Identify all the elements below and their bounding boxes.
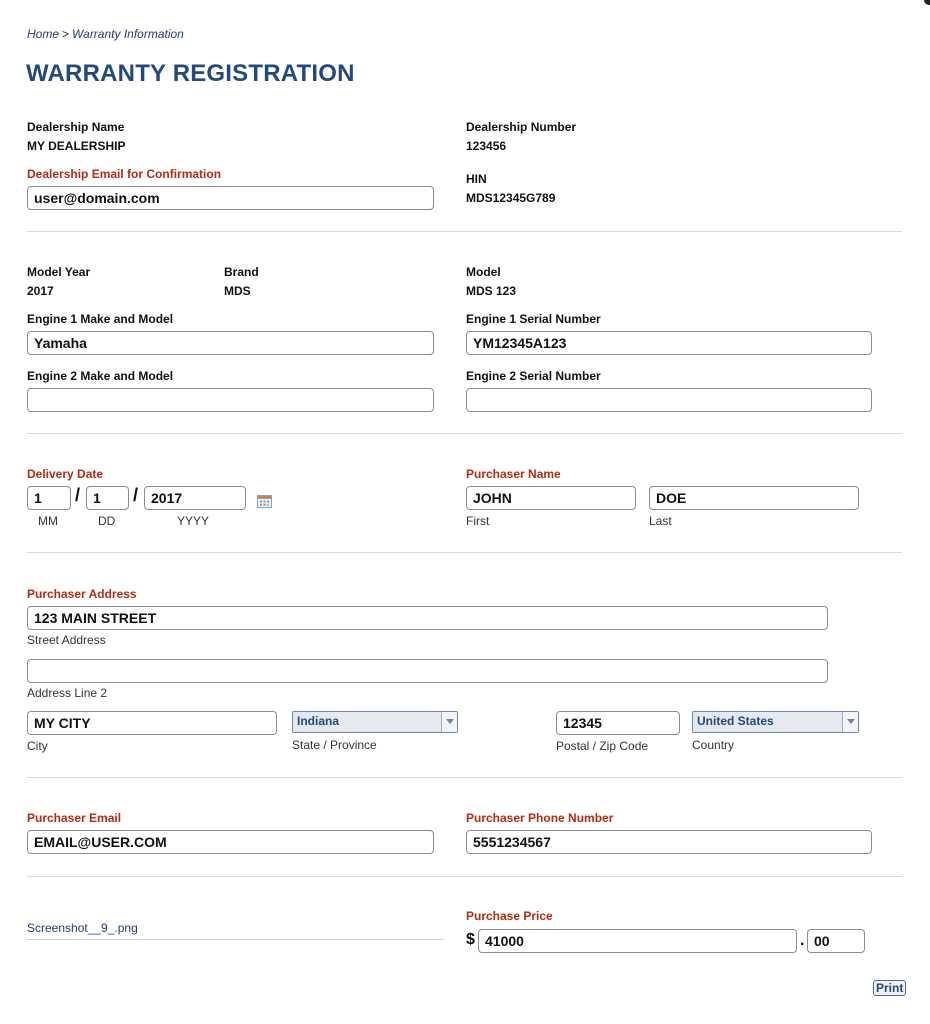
- brand-value: MDS: [224, 284, 251, 298]
- delivery-date-label: Delivery Date: [27, 467, 104, 481]
- date-separator: /: [75, 485, 81, 505]
- purchaser-email-input[interactable]: [27, 830, 434, 854]
- address-line2-caption: Address Line 2: [27, 686, 108, 700]
- dealership-number-label: Dealership Number: [466, 120, 577, 134]
- state-selected-value: Indiana: [297, 714, 340, 728]
- engine1-make-label: Engine 1 Make and Model: [27, 312, 174, 326]
- country-selected-value: United States: [697, 714, 774, 728]
- purchaser-phone-label: Purchaser Phone Number: [466, 811, 614, 825]
- brand-label: Brand: [224, 265, 259, 279]
- window-corner: [924, 0, 930, 5]
- chevron-down-icon[interactable]: [441, 712, 457, 732]
- month-caption: MM: [38, 514, 58, 528]
- model-label: Model: [466, 265, 501, 279]
- engine2-make-input[interactable]: [27, 388, 434, 412]
- address-line2-input[interactable]: [27, 659, 828, 683]
- divider: [27, 552, 902, 553]
- city-caption: City: [27, 739, 48, 753]
- delivery-month-input[interactable]: [27, 486, 71, 510]
- divider: [27, 777, 902, 778]
- engine1-make-input[interactable]: [27, 331, 434, 355]
- model-year-value: 2017: [27, 284, 54, 298]
- country-caption: Country: [692, 738, 735, 752]
- model-value: MDS 123: [466, 284, 517, 298]
- breadcrumb: [27, 27, 184, 41]
- state-caption: State / Province: [292, 738, 377, 752]
- street-address-input[interactable]: [27, 606, 828, 630]
- attachment-link[interactable]: Screenshot__9_.png: [27, 921, 138, 935]
- engine2-make-label: Engine 2 Make and Model: [27, 369, 174, 383]
- breadcrumb-separator: >: [62, 27, 70, 41]
- last-name-caption: Last: [649, 514, 672, 528]
- divider: [27, 231, 902, 232]
- engine2-serial-label: Engine 2 Serial Number: [466, 369, 601, 383]
- print-button[interactable]: Print: [873, 980, 906, 996]
- currency-symbol: $: [466, 931, 475, 948]
- breadcrumb-current-link[interactable]: Warranty Information: [72, 27, 184, 41]
- engine1-serial-input[interactable]: [466, 331, 872, 355]
- dealership-email-label: Dealership Email for Confirmation: [27, 167, 222, 181]
- purchaser-name-label: Purchaser Name: [466, 467, 561, 481]
- purchaser-phone-input[interactable]: [466, 830, 872, 854]
- country-select[interactable]: [692, 711, 859, 733]
- price-dollars-input[interactable]: [478, 929, 797, 953]
- street-address-caption: Street Address: [27, 633, 106, 647]
- model-year-label: Model Year: [27, 265, 91, 279]
- first-name-caption: First: [466, 514, 490, 528]
- purchaser-email-label: Purchaser Email: [27, 811, 122, 825]
- day-caption: DD: [98, 514, 116, 528]
- hin-value: MDS12345G789: [466, 191, 556, 205]
- dealership-name-value: MY DEALERSHIP: [27, 139, 126, 153]
- purchaser-address-label: Purchaser Address: [27, 587, 137, 601]
- state-select[interactable]: [292, 711, 458, 733]
- divider: [27, 876, 902, 877]
- engine1-serial-label: Engine 1 Serial Number: [466, 312, 601, 326]
- zip-input[interactable]: [556, 711, 680, 735]
- dealership-number-value: 123456: [466, 139, 507, 153]
- dealership-email-input[interactable]: [27, 186, 434, 210]
- calendar-icon[interactable]: [257, 494, 272, 508]
- attachment-underline: [27, 939, 444, 940]
- engine2-serial-input[interactable]: [466, 388, 872, 412]
- last-name-input[interactable]: [649, 486, 859, 510]
- decimal-point: .: [800, 932, 805, 949]
- price-cents-input[interactable]: [807, 929, 865, 953]
- city-input[interactable]: [27, 711, 277, 735]
- chevron-down-icon[interactable]: [842, 712, 858, 732]
- page-title: WARRANTY REGISTRATION: [26, 60, 355, 87]
- purchase-price-label: Purchase Price: [466, 909, 553, 923]
- dealership-name-label: Dealership Name: [27, 120, 125, 134]
- first-name-input[interactable]: [466, 486, 636, 510]
- date-separator: /: [133, 485, 139, 505]
- delivery-day-input[interactable]: [86, 486, 129, 510]
- hin-label: HIN: [466, 172, 487, 186]
- zip-caption: Postal / Zip Code: [556, 739, 649, 753]
- year-caption: YYYY: [177, 514, 210, 528]
- divider: [27, 433, 902, 434]
- delivery-year-input[interactable]: [144, 486, 246, 510]
- breadcrumb-home-link[interactable]: Home: [27, 27, 60, 41]
